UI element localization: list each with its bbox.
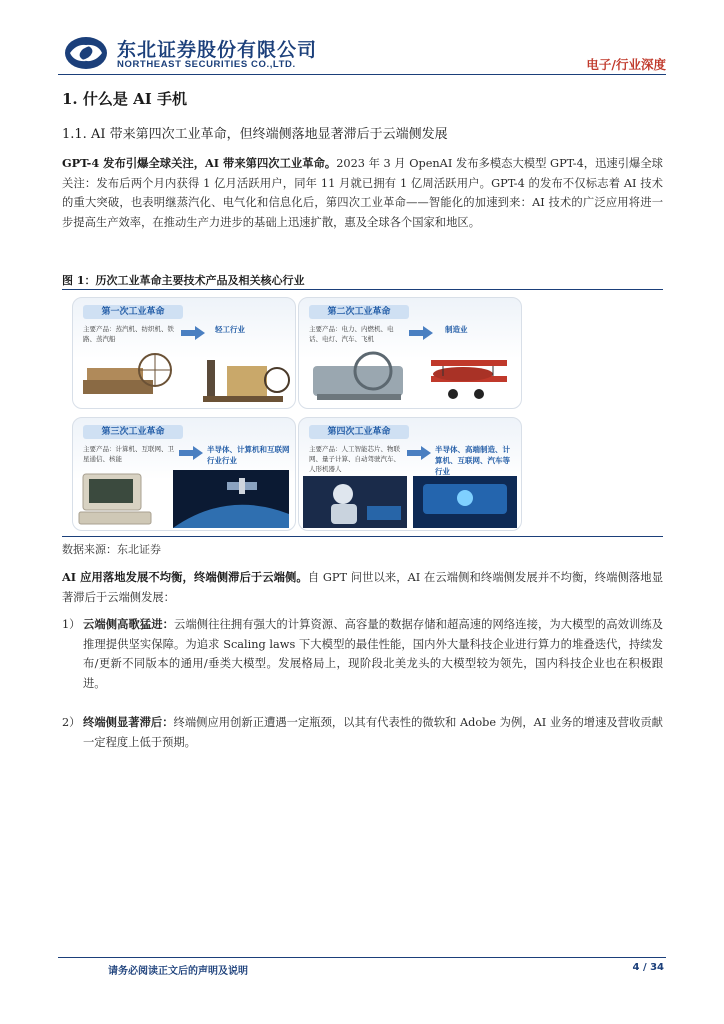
panel-title: 第三次工业革命: [83, 425, 183, 439]
panel-description: 主要产品：计算机、互联网、卫星通信、核能: [83, 445, 174, 463]
engine-and-biplane-illustration: [303, 346, 517, 406]
paragraph-ai-imbalance: [62, 568, 663, 607]
figure-caption: 图 1：历次工业革命主要技术产品及相关核心行业: [62, 274, 305, 287]
panel-title: 第一次工业革命: [83, 305, 183, 319]
figure-source: 数据来源：东北证券: [62, 543, 161, 556]
arrow-right-icon: [181, 326, 205, 340]
report-type-label: 电子/行业深度: [586, 57, 666, 72]
list-body: [83, 615, 663, 693]
panel-result: 制造业: [445, 325, 468, 334]
footer-divider: [58, 957, 666, 958]
paragraph-lead: GPT-4 发布引爆全球关注，AI 带来第四次工业革命。: [62, 156, 337, 170]
panel-result: 半导体、计算机和互联网行业行业: [207, 445, 290, 465]
paragraph-body: 2023 年 3 月 OpenAI 发布多模态大模型 GPT-4，迅速引爆全球关注：发布后两个月内获得 1 亿月活跃用户，同年 11 月就已拥有 1 亿周活跃用户。GPT-4 的发布不仅标志着 AI 技术的重大突破，也表明继蒸汽化、电气化和信息化后，第四次工业革命——智能化的加速到来：AI 技术的广泛应用将进一步提高生产效率，在推动生产力进步的基础上迅速扩散，惠及全球各个国家和地区。: [62, 157, 663, 229]
list-body: [83, 713, 663, 752]
paragraph-body: 自 GPT 问世以来，AI 在云端侧和终端侧发展并不均衡，终端侧落地显著滞后于云端侧发展：: [62, 571, 663, 604]
panel-description: 主要产品：蒸汽机、纺织机、铁路、蒸汽船: [83, 325, 174, 343]
arrow-right-icon: [179, 446, 203, 460]
panel-third-revolution: [72, 417, 296, 531]
steam-machine-illustration: [77, 350, 291, 406]
panel-title: 第二次工业革命: [309, 305, 409, 319]
panel-fourth-revolution: [298, 417, 522, 531]
paragraph-lead: AI 应用落地发展不均衡，终端侧滞后于云端侧。: [62, 570, 308, 584]
panel-title: 第四次工业革命: [309, 425, 409, 439]
subsection-heading: 1.1. AI 带来第四次工业革命，但终端侧落地显著滞后于云端侧发展: [62, 127, 448, 142]
brand-name-cn: 东北证券股份有限公司: [117, 39, 318, 61]
list-number: 2）: [62, 716, 81, 729]
header-divider: [58, 74, 666, 75]
industrial-revolution-figure: [62, 293, 663, 535]
list-lead: 终端侧显著滞后：: [83, 715, 174, 729]
robot-and-smart-car-illustration: [303, 476, 517, 528]
list-text: 云端侧往往拥有强大的计算资源、高容量的数据存储和超高速的网络连接，为大模型的高效训练及推理提供坚实保障。为追求 Scaling laws 下大模型的最佳性能，国内外大量科技企业进行算力的堆叠迭代，持续发布/更新不同版本的通用/垂类大模型。发展格局上，现阶段北美龙头的大模型较为领先，国内科技企业也在积极跟进。: [83, 618, 663, 690]
computer-and-satellite-illustration: [77, 470, 291, 528]
panel-description: 主要产品：人工智能芯片、物联网、量子计算、自动驾驶汽车、人形机器人: [309, 445, 400, 473]
list-text: 终端侧应用创新正遭遇一定瓶颈，以其有代表性的微软和 Adobe 为例，AI 业务的增速及营收贡献一定程度上低于预期。: [83, 716, 663, 749]
page-number: 4 / 34: [632, 962, 664, 973]
arrow-right-icon: [407, 446, 431, 460]
company-logo-icon: [64, 36, 108, 70]
panel-second-revolution: [298, 297, 522, 409]
list-lead: 云端侧高歌猛进：: [83, 617, 174, 631]
panel-first-revolution: [72, 297, 296, 409]
arrow-right-icon: [409, 326, 433, 340]
panel-result: 轻工行业: [215, 325, 245, 334]
figure-bottom-divider: [62, 536, 663, 537]
section-heading: 1. 什么是 AI 手机: [62, 90, 187, 108]
figure-top-divider: [62, 289, 663, 290]
paragraph-gpt4: [62, 154, 663, 232]
disclaimer-note: 请务必阅读正文后的声明及说明: [108, 966, 248, 977]
brand-name-en: NORTHEAST SECURITIES CO.,LTD.: [117, 59, 296, 70]
list-number: 1）: [62, 618, 81, 631]
panel-result: 半导体、高端制造、计算机、互联网、汽车等行业: [435, 445, 510, 476]
panel-description: 主要产品：电力、内燃机、电话、电灯、汽车、飞机: [309, 325, 394, 343]
